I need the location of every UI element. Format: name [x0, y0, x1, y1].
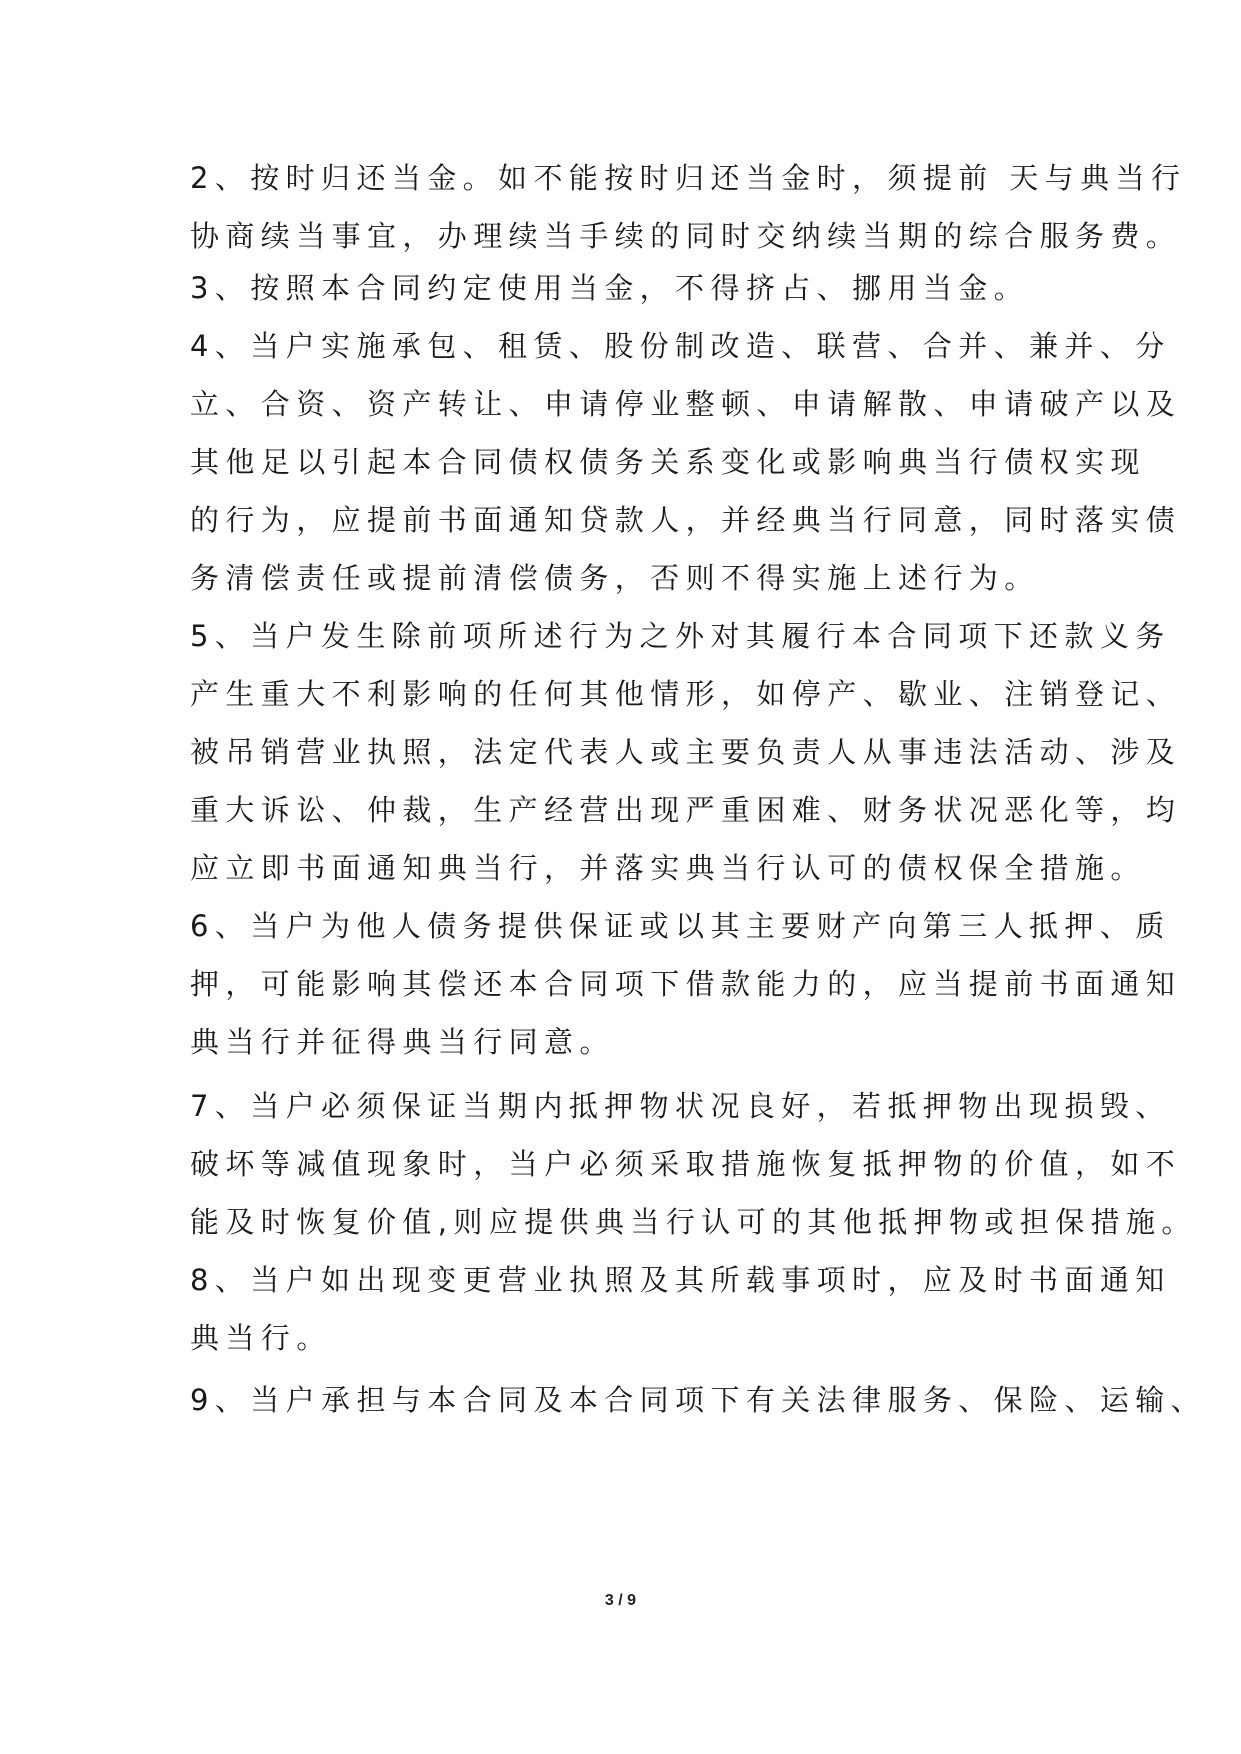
text-line: 7、当户必须保证当期内抵押物状况良好，若抵押物出现损毁、 [190, 1089, 1171, 1123]
text-line: 8、当户如出现变更营业执照及其所载事项时，应及时书面通知 [190, 1263, 1171, 1297]
text-line: 4、当户实施承包、租赁、股份制改造、联营、合并、兼并、分 [190, 329, 1171, 363]
page-number: 3 / 9 [604, 1592, 637, 1609]
text-line: 务清偿责任或提前清偿债务，否则不得实施上述行为。 [190, 561, 1040, 595]
text-line: 典当行。 [190, 1321, 332, 1355]
text-line: 立、合资、资产转让、申请停业整顿、申请解散、申请破产以及 [190, 387, 1182, 421]
text-line: 的行为，应提前书面通知贷款人，并经典当行同意，同时落实债 [190, 503, 1182, 537]
text-line: 产生重大不利影响的任何其他情形，如停产、歇业、注销登记、 [190, 677, 1182, 711]
text-line: 2、按时归还当金。如不能按时归还当金时，须提前 天与典当行 [190, 161, 1187, 195]
text-line: 重大诉讼、仲裁，生产经营出现严重困难、财务状况恶化等，均 [190, 793, 1182, 827]
text-line: 其他足以引起本合同债权债务关系变化或影响典当行债权实现 [190, 445, 1146, 479]
text-line: 5、当户发生除前项所述行为之外对其履行本合同项下还款义务 [190, 619, 1171, 653]
text-line: 协商续当事宜，办理续当手续的同时交纳续当期的综合服务费。 [190, 219, 1182, 253]
text-line: 6、当户为他人债务提供保证或以其主要财产向第三人抵押、质 [190, 909, 1171, 943]
text-line: 被吊销营业执照，法定代表人或主要负责人从事违法活动、涉及 [190, 735, 1182, 769]
text-line: 9、当户承担与本合同及本合同项下有关法律服务、保险、运输、 [190, 1383, 1207, 1417]
text-line: 能及时恢复价值,则应提供典当行认可的其他抵押物或担保措施。 [190, 1205, 1197, 1239]
text-line: 3、按照本合同约定使用当金，不得挤占、挪用当金。 [190, 271, 1030, 305]
text-line: 应立即书面通知典当行，并落实典当行认可的债权保全措施。 [190, 851, 1146, 885]
text-line: 押，可能影响其偿还本合同项下借款能力的，应当提前书面通知 [190, 967, 1182, 1001]
text-line: 典当行并征得典当行同意。 [190, 1025, 615, 1059]
text-line: 破坏等减值现象时，当户必须采取措施恢复抵押物的价值，如不 [190, 1147, 1182, 1181]
